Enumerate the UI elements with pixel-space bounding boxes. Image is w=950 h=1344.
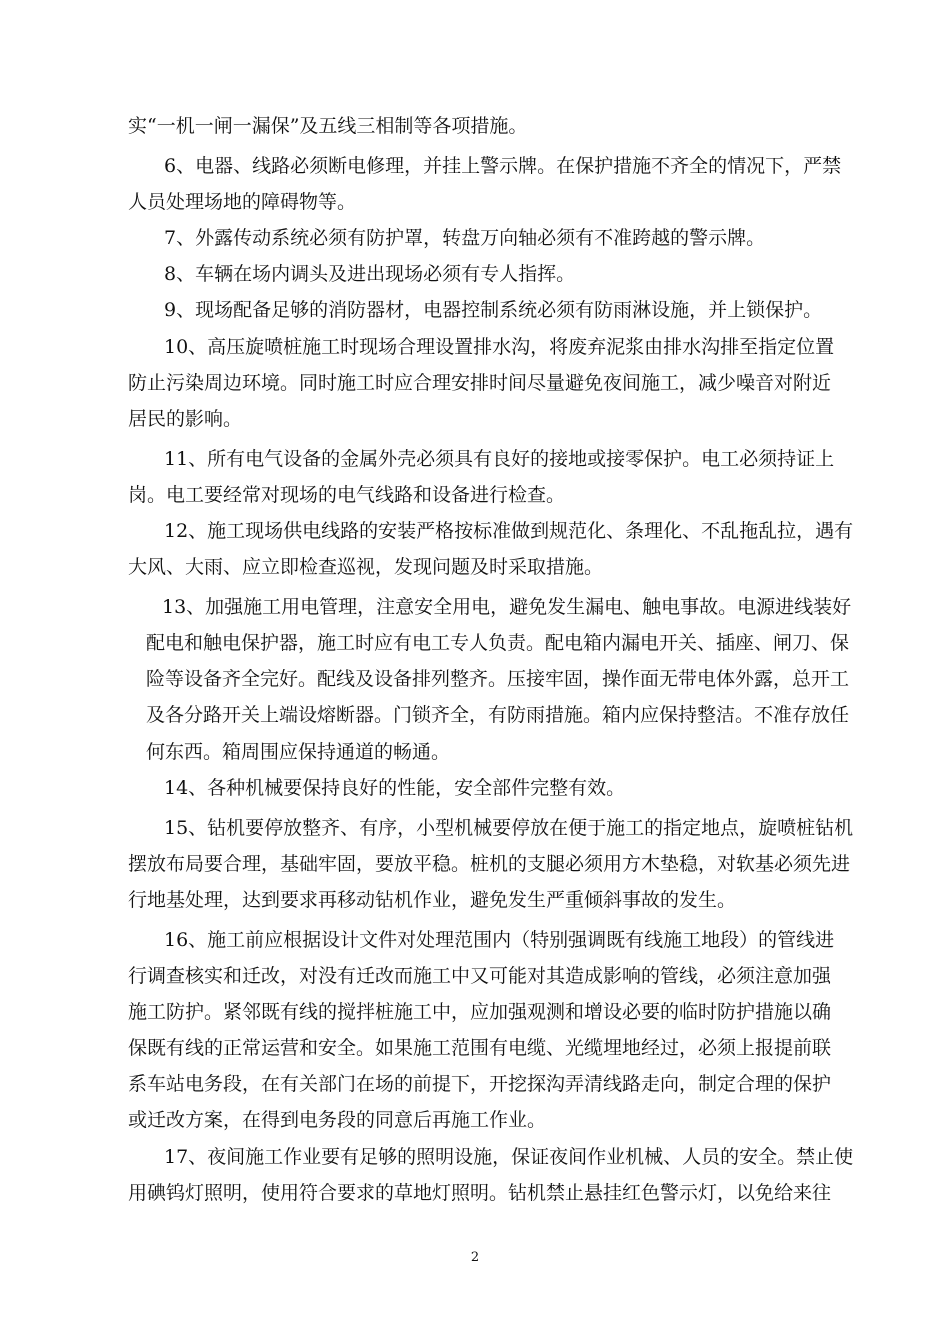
text-line: 防止污染周边环境。同时施工时应合理安排时间尽量避免夜间施工，减少噪音对附近 xyxy=(128,372,832,394)
text-line: 配电和触电保护器，施工时应有电工专人负责。配电箱内漏电开关、插座、闸刀、保 xyxy=(146,632,850,654)
page-number: 2 xyxy=(470,1250,480,1265)
text-line: 16、施工前应根据设计文件对处理范围内（特别强调既有线施工地段）的管线进 xyxy=(164,929,835,951)
text-line: 施工防护。紧邻既有线的搅拌桩施工中，应加强观测和增设必要的临时防护措施以确 xyxy=(128,1001,832,1023)
text-line: 居民的影响。 xyxy=(128,408,243,430)
text-line: 大风、大雨、应立即检查巡视，发现问题及时采取措施。 xyxy=(128,556,604,578)
text-line: 系车站电务段，在有关部门在场的前提下，开挖探沟弄清线路走向，制定合理的保护 xyxy=(128,1073,832,1095)
text-line: 摆放布局要合理，基础牢固，要放平稳。桩机的支腿必须用方木垫稳，对软基必须先进 xyxy=(128,853,851,875)
text-line: 14、各种机械要保持良好的性能，安全部件完整有效。 xyxy=(164,777,626,799)
text-line: 何东西。箱周围应保持通道的畅通。 xyxy=(146,741,451,763)
text-line: 及各分路开关上端设熔断器。门锁齐全，有防雨措施。箱内应保持整洁。不准存放任 xyxy=(146,704,850,726)
text-line: 17、夜间施工作业要有足够的照明设施，保证夜间作业机械、人员的安全。禁止使 xyxy=(164,1146,854,1168)
text-line: 10、高压旋喷桩施工时现场合理设置排水沟，将废弃泥浆由排水沟排至指定位置 xyxy=(164,336,835,358)
text-line: 岗。电工要经常对现场的电气线路和设备进行检查。 xyxy=(128,484,566,506)
text-line: 保既有线的正常运营和安全。如果施工范围有电缆、光缆埋地经过，必须上报提前联 xyxy=(128,1037,832,1059)
text-line: 9、现场配备足够的消防器材，电器控制系统必须有防雨淋设施，并上锁保护。 xyxy=(164,299,823,321)
text-line: 用碘钨灯照明，使用符合要求的草地灯照明。钻机禁止悬挂红色警示灯，以免给来往 xyxy=(128,1182,832,1204)
text-line: 行调查核实和迁改，对没有迁改而施工中又可能对其造成影响的管线，必须注意加强 xyxy=(128,965,832,987)
text-line: 11、所有电气设备的金属外壳必须具有良好的接地或接零保护。电工必须持证上 xyxy=(164,448,835,470)
text-line: 7、外露传动系统必须有防护罩，转盘万向轴必须有不准跨越的警示牌。 xyxy=(164,227,766,249)
text-line: 行地基处理，达到要求再移动钻机作业，避免发生严重倾斜事故的发生。 xyxy=(128,889,737,911)
text-line: 13、加强施工用电管理，注意安全用电，避免发生漏电、触电事故。电源进线装好 xyxy=(162,596,852,618)
text-line: 险等设备齐全完好。配线及设备排列整齐。压接牢固，操作面无带电体外露，总开工 xyxy=(146,668,850,690)
text-line: 12、施工现场供电线路的安装严格按标准做到规范化、条理化、不乱拖乱拉，遇有 xyxy=(164,520,854,542)
text-line: 实“一机一闸一漏保”及五线三相制等各项措施。 xyxy=(128,115,528,137)
text-line: 15、钻机要停放整齐、有序，小型机械要停放在便于施工的指定地点，旋喷桩钻机 xyxy=(164,817,854,839)
text-line: 或迁改方案，在得到电务段的同意后再施工作业。 xyxy=(128,1109,547,1131)
text-line: 8、车辆在场内调头及进出现场必须有专人指挥。 xyxy=(164,263,576,285)
text-line: 6、电器、线路必须断电修理，并挂上警示牌。在保护措施不齐全的情况下，严禁 xyxy=(164,155,842,177)
text-line: 人员处理场地的障碍物等。 xyxy=(128,191,357,213)
